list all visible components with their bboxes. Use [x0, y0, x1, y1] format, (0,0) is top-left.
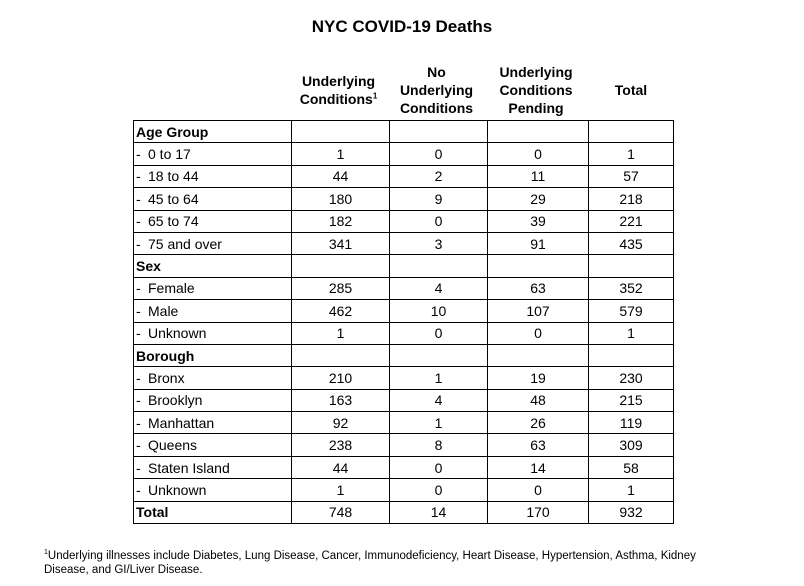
- value-cell: 107: [488, 300, 589, 322]
- value-cell: 44: [292, 456, 390, 478]
- value-cell: 0: [390, 143, 488, 165]
- value-cell: 92: [292, 412, 390, 434]
- column-header-total: [588, 62, 674, 118]
- value-cell: 182: [292, 210, 390, 232]
- row-label: Manhattan: [148, 414, 215, 431]
- value-cell: 1: [292, 322, 390, 344]
- value-cell: 341: [292, 232, 390, 254]
- value-cell: 0: [488, 322, 589, 344]
- row-label-cell: [134, 188, 292, 210]
- value-cell: 10: [390, 300, 488, 322]
- value-cell: 163: [292, 389, 390, 411]
- value-cell: 230: [589, 367, 674, 389]
- table-row: [134, 367, 674, 389]
- page-title: NYC COVID-19 Deaths: [311, 17, 493, 36]
- row-dash: -: [136, 414, 141, 431]
- row-label-cell: [134, 210, 292, 232]
- row-label-cell: [134, 389, 292, 411]
- column-header-line: Conditions: [499, 82, 573, 98]
- row-dash: -: [136, 459, 141, 476]
- value-cell: 57: [589, 165, 674, 187]
- value-cell: 1: [390, 367, 488, 389]
- row-label-cell: [134, 456, 292, 478]
- table-row: [134, 165, 674, 187]
- value-cell: 119: [589, 412, 674, 434]
- row-label-cell: [134, 412, 292, 434]
- footnote-line-1: [44, 546, 764, 563]
- total-label: Total: [134, 501, 292, 523]
- row-label: Bronx: [148, 369, 185, 386]
- value-cell: 58: [589, 456, 674, 478]
- value-cell: 352: [589, 277, 674, 299]
- value-cell: 9: [390, 188, 488, 210]
- row-label: Brooklyn: [148, 392, 203, 409]
- value-cell: 2: [390, 165, 488, 187]
- value-cell: 218: [589, 188, 674, 210]
- row-dash: -: [136, 280, 141, 297]
- row-label-cell: [134, 277, 292, 299]
- row-label: Male: [148, 302, 179, 319]
- total-row: [134, 501, 674, 523]
- row-dash: -: [136, 190, 141, 207]
- row-label: 75 and over: [148, 235, 222, 252]
- group-label: Sex: [134, 255, 292, 277]
- empty-cell: [390, 121, 488, 143]
- table-row: [134, 232, 674, 254]
- column-header-line: No: [427, 64, 446, 80]
- row-dash: -: [136, 325, 141, 342]
- value-cell: 39: [488, 210, 589, 232]
- row-dash: -: [136, 392, 141, 409]
- value-cell: 11: [488, 165, 589, 187]
- value-cell: 4: [390, 277, 488, 299]
- value-cell: 1: [589, 143, 674, 165]
- table-row: [134, 210, 674, 232]
- value-cell: 14: [488, 456, 589, 478]
- empty-cell: [390, 255, 488, 277]
- row-dash: -: [136, 168, 141, 185]
- value-cell: 1: [589, 322, 674, 344]
- row-label-cell: [134, 434, 292, 456]
- column-header-line: Conditions$^1$: [299, 91, 378, 107]
- row-label: Queens: [148, 437, 198, 454]
- row-label: Unknown: [148, 325, 207, 342]
- row-label-cell: [134, 367, 292, 389]
- row-dash: -: [136, 302, 141, 319]
- value-cell: 44: [292, 165, 390, 187]
- empty-cell: [488, 121, 589, 143]
- value-cell: 309: [589, 434, 674, 456]
- value-cell: 1: [292, 479, 390, 501]
- row-label-cell: [134, 322, 292, 344]
- value-cell: 0: [390, 479, 488, 501]
- value-cell: 4: [390, 389, 488, 411]
- column-header-line: Underlying: [499, 64, 573, 80]
- total-value-cell: 748: [292, 501, 390, 523]
- value-cell: 210: [292, 367, 390, 389]
- row-label: Unknown: [148, 481, 207, 498]
- row-label: 45 to 64: [148, 190, 199, 207]
- table-group-header-row: [134, 255, 674, 277]
- column-header-underlying-conditions: [290, 62, 387, 118]
- value-cell: 435: [589, 232, 674, 254]
- value-cell: 238: [292, 434, 390, 456]
- footnote: [44, 546, 764, 577]
- value-cell: 48: [488, 389, 589, 411]
- value-cell: 63: [488, 277, 589, 299]
- table-row: [134, 389, 674, 411]
- column-header-line: Underlying: [301, 73, 376, 89]
- value-cell: 215: [589, 389, 674, 411]
- row-label-cell: [134, 143, 292, 165]
- value-cell: 19: [488, 367, 589, 389]
- empty-cell: [589, 121, 674, 143]
- value-cell: 0: [390, 210, 488, 232]
- value-cell: 63: [488, 434, 589, 456]
- value-cell: 0: [390, 322, 488, 344]
- empty-cell: [488, 344, 589, 366]
- empty-cell: [589, 255, 674, 277]
- empty-cell: [292, 121, 390, 143]
- total-value-cell: 932: [589, 501, 674, 523]
- table-row: [134, 322, 674, 344]
- row-label-cell: [134, 300, 292, 322]
- value-cell: 462: [292, 300, 390, 322]
- table-group-header-row: [134, 344, 674, 366]
- column-header-line: Total: [614, 82, 648, 98]
- row-label: 65 to 74: [148, 213, 199, 230]
- value-cell: 1: [390, 412, 488, 434]
- row-label: Female: [148, 280, 195, 297]
- value-cell: 221: [589, 210, 674, 232]
- row-label-cell: [134, 232, 292, 254]
- total-value-cell: 170: [488, 501, 589, 523]
- row-label: 18 to 44: [148, 168, 199, 185]
- row-dash: -: [136, 213, 141, 230]
- group-label: Borough: [134, 344, 292, 366]
- deaths-table-body: [134, 121, 674, 524]
- value-cell: 285: [292, 277, 390, 299]
- footnote-marker: 1: [372, 91, 378, 101]
- value-cell: 3: [390, 232, 488, 254]
- column-header-conditions-pending: [486, 62, 586, 118]
- row-dash: -: [136, 146, 141, 163]
- value-cell: 1: [589, 479, 674, 501]
- deaths-table: [133, 120, 674, 524]
- empty-cell: [488, 255, 589, 277]
- value-cell: 0: [488, 143, 589, 165]
- row-label: Staten Island: [148, 459, 230, 476]
- row-label: 0 to 17: [148, 146, 191, 163]
- value-cell: 0: [390, 456, 488, 478]
- column-header-line: Conditions: [399, 100, 474, 116]
- value-cell: 180: [292, 188, 390, 210]
- value-cell: 0: [488, 479, 589, 501]
- table-row: [134, 479, 674, 501]
- value-cell: 1: [292, 143, 390, 165]
- footnote-marker: 1: [44, 549, 48, 556]
- table-row: [134, 300, 674, 322]
- empty-cell: [292, 255, 390, 277]
- total-value-cell: 14: [390, 501, 488, 523]
- column-header-line: Pending: [508, 100, 564, 116]
- row-dash: -: [136, 481, 141, 498]
- table-row: [134, 188, 674, 210]
- value-cell: 29: [488, 188, 589, 210]
- row-dash: -: [136, 437, 141, 454]
- column-header-no-underlying-conditions: [388, 62, 485, 118]
- empty-cell: [292, 344, 390, 366]
- empty-cell: [390, 344, 488, 366]
- row-dash: -: [136, 369, 141, 386]
- value-cell: 26: [488, 412, 589, 434]
- table-row: [134, 456, 674, 478]
- row-label-cell: [134, 165, 292, 187]
- table-row: [134, 143, 674, 165]
- table-row: [134, 434, 674, 456]
- table-row: [134, 412, 674, 434]
- footnote-line-2: Disease, and GI/Liver Disease.: [44, 563, 203, 576]
- empty-cell: [589, 344, 674, 366]
- footnote-text: Underlying illnesses include Diabetes, Lung Disease, Cancer, Immunodeficiency, Heart Disease, Hypertension, Asthma, Kidney: [47, 549, 696, 562]
- table-row: [134, 277, 674, 299]
- value-cell: 91: [488, 232, 589, 254]
- value-cell: 579: [589, 300, 674, 322]
- row-label-cell: [134, 479, 292, 501]
- value-cell: 8: [390, 434, 488, 456]
- column-header-line: Underlying: [399, 82, 474, 98]
- row-dash: -: [136, 235, 141, 252]
- group-label: Age Group: [134, 121, 292, 143]
- table-group-header-row: [134, 121, 674, 143]
